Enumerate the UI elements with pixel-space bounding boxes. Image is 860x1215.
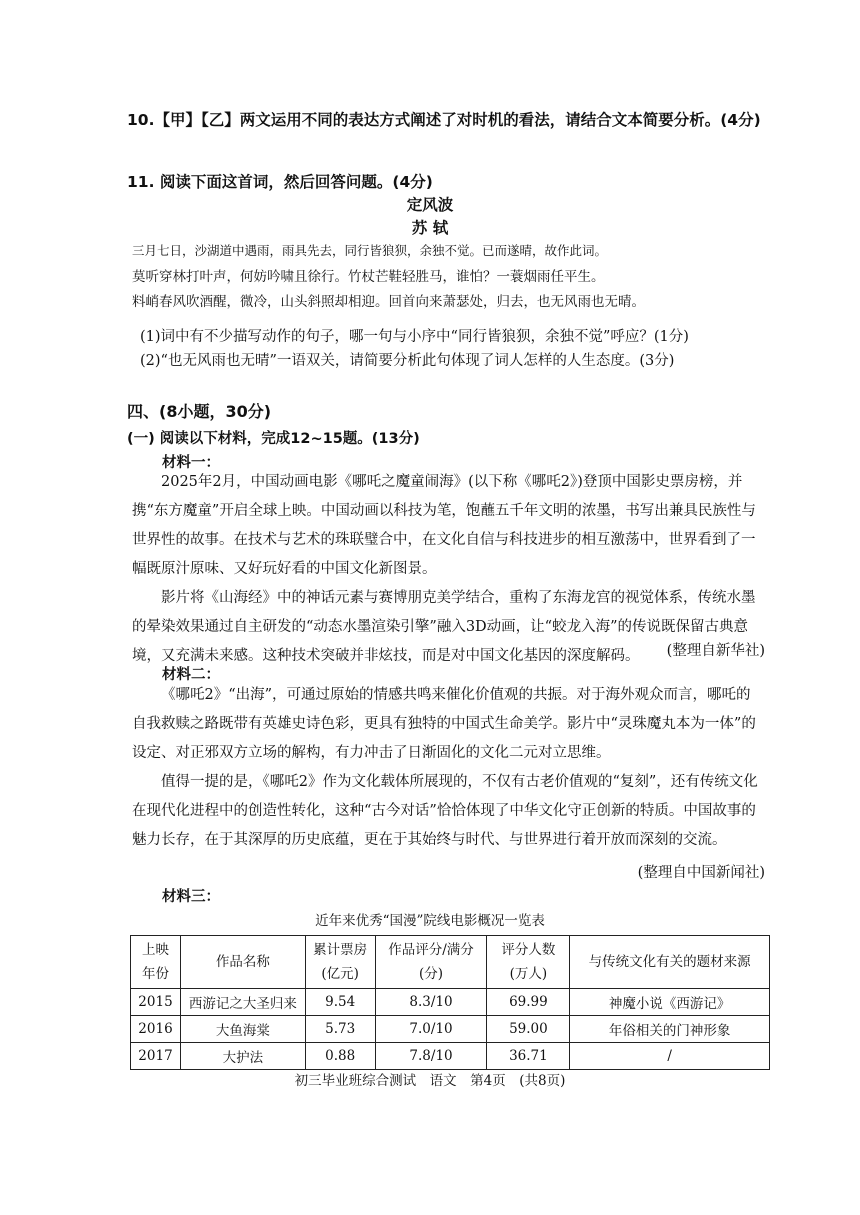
table-header-cell: 作品名称 bbox=[180, 936, 305, 989]
question-11-sub-1: (1)词中有不少描写动作的句子，哪一句与小序中“同行皆狼狈，余独不觉”呼应？(1分) bbox=[140, 329, 689, 345]
material-2-body bbox=[132, 681, 765, 855]
table-header-cell: 评分人数 (万人) bbox=[487, 936, 570, 989]
material-1-source: (整理自新华社) bbox=[666, 643, 765, 659]
material-1-para-1: 2025年2月，中国动画电影《哪吒之魔童闹海》(以下称《哪吒2》)登顶中国影史票房榜，并携“东方魔童”开启全球上映。中国动画以科技为笔，饱蘸五千年文明的浓墨，书写出兼具民族性与世界性的故事。在技术与艺术的珠联璧合中，在文化自信与科技进步的相互激荡中，世界看到了一幅既原汁原味、又好玩好看的中国文化新图景。 bbox=[132, 474, 756, 577]
table-cell: 69.99 bbox=[487, 989, 570, 1016]
material-2-label: 材料二： bbox=[162, 667, 220, 683]
table-cell: 7.8/10 bbox=[375, 1043, 487, 1070]
page-footer: 初三毕业班综合测试 语文 第4页 (共8页) bbox=[294, 1073, 566, 1089]
table-cell: 年俗相关的门神形象 bbox=[570, 1016, 770, 1043]
table-header-row bbox=[131, 936, 770, 989]
table-header-cell: 与传统文化有关的题材来源 bbox=[570, 936, 770, 989]
material-1-para-2: 影片将《山海经》中的神话元素与赛博朋克美学结合，重构了东海龙宫的视觉体系，传统水墨的晕染效果通过自主研发的“动态水墨渲染引擎”融入3D动画，让“蛟龙入海”的传说既保留古典意境，又充满未来感。这种技术突破并非炫技，而是对中国文化基因的深度解码。 bbox=[132, 590, 756, 664]
table-cell: 7.0/10 bbox=[375, 1016, 487, 1043]
poem-author: 苏 轼 bbox=[411, 219, 449, 237]
material-3-label: 材料三： bbox=[162, 889, 220, 905]
table-cell: 9.54 bbox=[305, 989, 375, 1016]
table-row bbox=[131, 1016, 770, 1043]
poem-line-1: 莫听穿林打叶声，何妨吟啸且徐行。竹杖芒鞋轻胜马，谁怕？一蓑烟雨任平生。 bbox=[132, 269, 605, 285]
table-header-cell: 作品评分/满分 (分) bbox=[375, 936, 487, 989]
table-header-cell: 累计票房 (亿元) bbox=[305, 936, 375, 989]
poem-title: 定风波 bbox=[406, 196, 454, 214]
material-1-label: 材料一： bbox=[162, 455, 220, 471]
table-row bbox=[131, 989, 770, 1016]
table-cell: 大鱼海棠 bbox=[180, 1016, 305, 1043]
table-cell: 大护法 bbox=[180, 1043, 305, 1070]
table-cell: 36.71 bbox=[487, 1043, 570, 1070]
table-cell: 2015 bbox=[131, 989, 181, 1016]
material-2-para-2: 值得一提的是，《哪吒2》作为文化载体所展现的，不仅有古老价值观的“复刻”，还有传统文化在现代化进程中的创造性转化，这种“古今对话”恰恰体现了中华文化守正创新的特质。中国故事的魅力长存，在于其深厚的历史底蕴，更在于其始终与时代、与世界进行着开放而深刻的交流。 bbox=[132, 774, 758, 848]
film-table bbox=[130, 935, 770, 1070]
table-title: 近年来优秀“国漫”院线电影概况一览表 bbox=[315, 913, 545, 929]
part-1-heading: (一) 阅读以下材料，完成12~15题。(13分) bbox=[127, 431, 420, 447]
table-cell: 59.00 bbox=[487, 1016, 570, 1043]
table-cell: 0.88 bbox=[305, 1043, 375, 1070]
table-cell: 2016 bbox=[131, 1016, 181, 1043]
table-cell: 8.3/10 bbox=[375, 989, 487, 1016]
material-2-source: (整理自中国新闻社) bbox=[637, 865, 765, 881]
table-row bbox=[131, 1043, 770, 1070]
question-11-sub-2: (2)“也无风雨也无晴”一语双关，请简要分析此句体现了词人怎样的人生态度。(3分) bbox=[140, 353, 675, 369]
table-cell: 2017 bbox=[131, 1043, 181, 1070]
question-10: 10.【甲】【乙】两文运用不同的表达方式阐述了对时机的看法，请结合文本简要分析。(4分) bbox=[127, 111, 761, 129]
table-cell: 神魔小说《西游记》 bbox=[570, 989, 770, 1016]
table-cell: / bbox=[570, 1043, 770, 1070]
section-4-heading: 四、(8小题，30分) bbox=[127, 402, 272, 421]
question-11: 11. 阅读下面这首词，然后回答问题。(4分) bbox=[127, 173, 433, 191]
table-header-cell: 上映 年份 bbox=[131, 936, 181, 989]
table-cell: 5.73 bbox=[305, 1016, 375, 1043]
material-2-para-1: 《哪吒2》“出海”，可通过原始的情感共鸣来催化价值观的共振。对于海外观众而言，哪吒的自我救赎之路既带有英雄史诗色彩，更具有独特的中国式生命美学。影片中“灵珠魔丸本为一体”的设定、对正邪双方立场的解构，有力冲击了日渐固化的文化二元对立思维。 bbox=[132, 687, 756, 761]
poem-preface: 三月七日，沙湖道中遇雨，雨具先去，同行皆狼狈，余独不觉。已而遂晴，故作此词。 bbox=[132, 243, 608, 258]
poem-line-2: 料峭春风吹酒醒，微冷，山头斜照却相迎。回首向来萧瑟处，归去，也无风雨也无晴。 bbox=[132, 294, 645, 310]
table-cell: 西游记之大圣归来 bbox=[180, 989, 305, 1016]
